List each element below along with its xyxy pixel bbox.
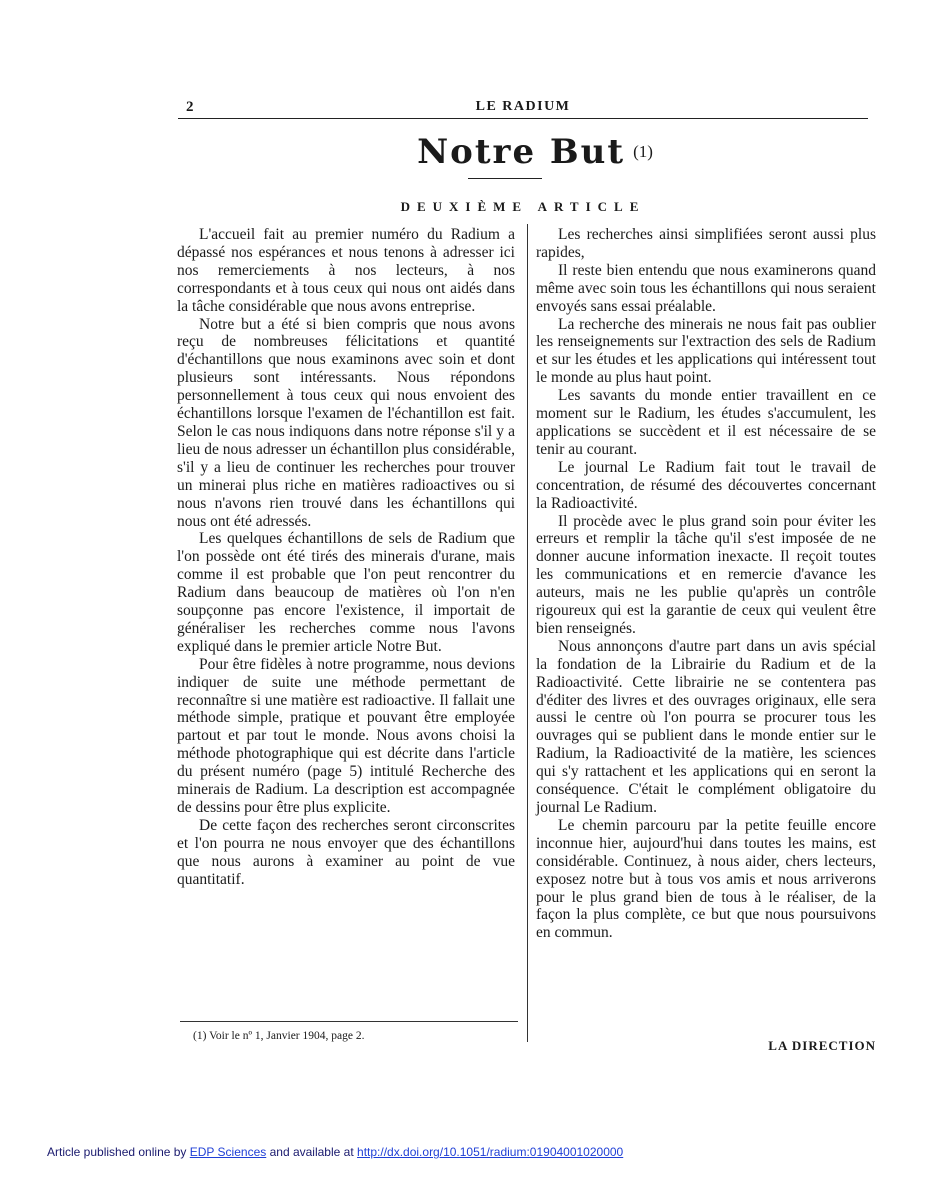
publication-note-text: Article published online by <box>47 1145 187 1159</box>
title-block <box>355 132 715 172</box>
paragraph: Le chemin parcouru par la petite feuille encore inconnue hier, aujourd'hui dans toutes les mains, est considérable. Continuez, à nous aider, chers lecteurs, exposez notre but à tous vos amis et nous arriverons pour le plus grand bien de tous à le réaliser, de la façon la plus complète, ce but que nous poursuivons en commun. <box>536 816 876 942</box>
paragraph: Les recherches ainsi simplifiées seront aussi plus rapides, <box>536 226 876 261</box>
paragraph: Les savants du monde entier travaillent en ce moment sur le Radium, les études s'accumulent, les applications se succèdent et il est nécessaire de se tenir au courant. <box>536 387 876 458</box>
paragraph: Les quelques échantillons de sels de Radium que l'on possède ont été tirés des minerais d'urane, mais comme il est probable que l'on peut rencontrer du Radium dans beaucoup de matières où l'on n'en soupçonne pas encore l'existence, il importait de généraliser les recherches comme nous l'avons expliqué dans le premier article Notre But. <box>177 530 515 655</box>
publisher-link[interactable]: EDP Sciences <box>189 1145 267 1159</box>
paragraph: Notre but a été si bien compris que nous avons reçu de nombreuses félicitations et quantité d'échantillons que nous examinons avec soin et dont plusieurs sont intéressants. Nous répondons personnellement à tous ceux qui nous envoient des échantillons lorsque l'examen de l'échantillon est fait. Selon le cas nous indiquons dans notre réponse s'il y a lieu de nous adresser un échantillon plus considérable, s'il y a lieu de continuer les recherches pour trouver un minerai plus riche en matières radioactives ou si nous n'avons rien trouvé dans les échantillons qui nous ont été adressés. <box>177 315 515 530</box>
paragraph: Nous annonçons d'autre part dans un avis spécial la fondation de la Librairie du Radium et de la Radioactivité. Cette librairie ne se contentera pas d'éditer des livres et des ouvrages originaux, elle sera aussi le centre où l'on pourra se procurer tous les ouvrages qui se publient dans le monde entier sur le Radium, la Radioactivité de la matière, les sciences qui s'y rattachent et les applications qui en seront la conséquence. C'était le complément obligatoire du journal Le Radium. <box>536 637 876 816</box>
right-column <box>536 226 876 942</box>
article-title: Notre But <box>417 132 626 172</box>
title-footnote-marker: (1) <box>633 142 653 161</box>
paragraph: Le journal Le Radium fait tout le travail de concentration, de résumé des découvertes concernant la Radioactivité. <box>536 458 876 512</box>
footnote-rule <box>180 1021 518 1022</box>
journal-name: LE RADIUM <box>475 99 571 114</box>
footnote: (1) Voir le nº 1, Janvier 1904, page 2. <box>193 1030 365 1042</box>
paragraph: De cette façon des recherches seront circonscrites et l'on pourra ne nous envoyer que des échantillons que nous aurons à examiner au point de vue quantitatif. <box>177 816 515 888</box>
paragraph: Il procède avec le plus grand soin pour éviter les erreurs et remplir la tâche qu'il s'est imposée de ne donner aucune information inexacte. Il reçoit toutes les communications et en remercie d'avance les auteurs, mais ne les publie qu'après un contrôle rigoureux qui est la garantie de ceux qui veulent être bien renseignés. <box>536 512 876 637</box>
page-number: 2 <box>186 99 194 115</box>
title-rule <box>468 178 542 179</box>
publication-note <box>47 1145 623 1159</box>
signature: LA DIRECTION <box>768 1038 876 1053</box>
paragraph: La recherche des minerais ne nous fait pas oublier les renseignements sur l'extraction des sels de Radium et sur les études et les applications qui intéressent tout le monde au plus haut point. <box>536 315 876 387</box>
running-head <box>178 96 868 119</box>
doi-link[interactable]: http://dx.doi.org/10.1051/radium:01904001020000 <box>357 1145 624 1159</box>
column-divider <box>527 224 528 1042</box>
left-column <box>177 226 515 889</box>
article-subtitle: DEUXIÈME ARTICLE <box>400 199 646 214</box>
paragraph: Il reste bien entendu que nous examinerons quand même avec soin tous les échantillons qui nous seraient envoyés sans essai préalable. <box>536 261 876 315</box>
publication-note-middle: and available at <box>269 1145 354 1159</box>
paragraph: L'accueil fait au premier numéro du Radium a dépassé nos espérances et nous tenons à adresser ici nos remerciements à nos lecteurs, à nos correspondants et à tous ceux qui nous ont aidés dans la tâche considérable que nous avons entreprise. <box>177 226 515 315</box>
paragraph: Pour être fidèles à notre programme, nous devions indiquer de suite une méthode permettant de reconnaître si une matière est radioactive. Il fallait une méthode simple, pratique et pouvant être employée partout et par tout le monde. Nous avons choisi la méthode photographique qui est décrite dans l'article du présent numéro (page 5) intitulé Recherche des minerais de Radium. La description est accompagnée de dessins pour être plus explicite. <box>177 655 515 816</box>
